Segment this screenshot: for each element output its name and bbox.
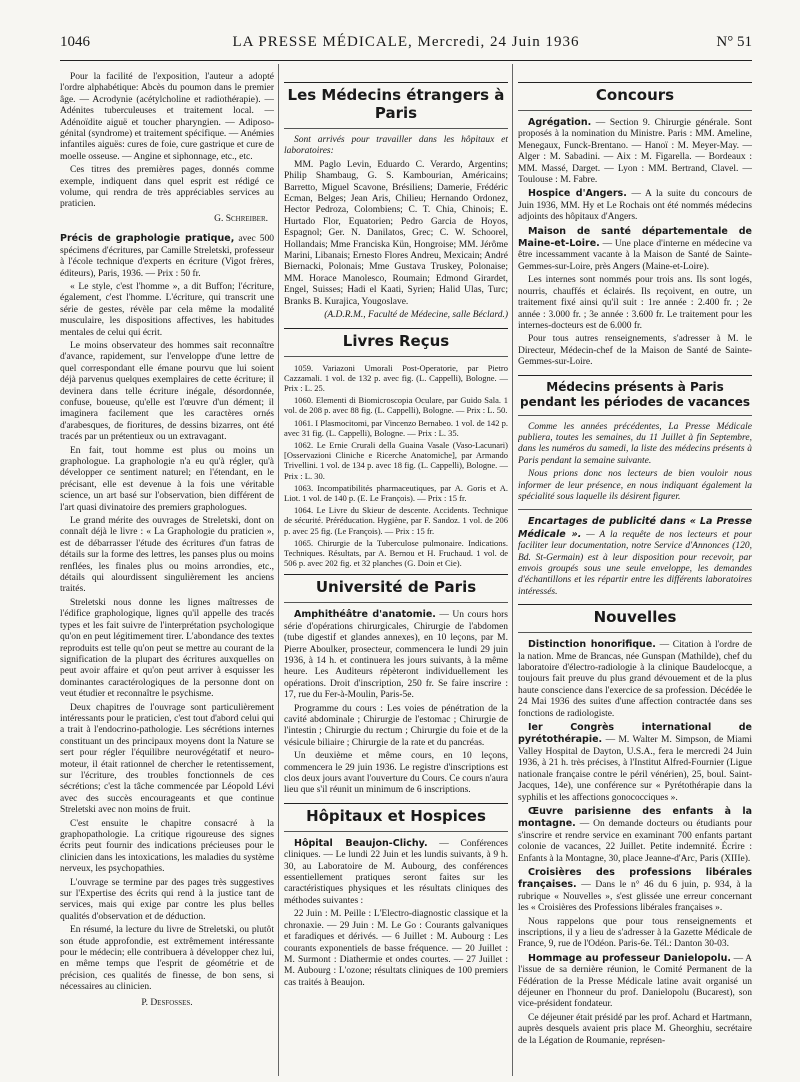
paragraph: Le grand mérite des ouvrages de Streletski, dont on connaît déjà le livre : « La Graphologie du praticien », est de débarrasser l'étude des écritures d'un fatras de détails sur la forme des lettres, les panses plus ou moins renflées, les finales plus ou moins arrondies, etc., détails qui alourdissent singulièrement les anciens traités.	[60, 516, 274, 595]
signature: P. Desfosses.	[141, 997, 193, 1008]
section-title: Université de Paris	[284, 574, 508, 603]
paragraph: Nous rappelons que pour tous renseignements et inscriptions, il y a lieu de s'adresser à la Gazette Médicale de France, 9, rue de l'Odéon. Paris-6e. Tél.: Danton 30-03.	[518, 916, 752, 950]
column-divider	[512, 64, 513, 1076]
section-title: Hôpitaux et Hospices	[284, 803, 508, 832]
intro-paragraph: Pour la facilité de l'exposition, l'auteur a adopté l'ordre alphabétique: Abcès du poumon dans le premier âge. — Acrodynie (acétylcholine et radiothérapie). — Adénites tuberculeuses et traitement local. — Adénoïdite aiguë et toucher pharyngien. — Adiposo-génital (syndrome) et traitement spécifique. — Anémies infantiles aiguës: cures de foie, cure gastrique et cure de moelle osseuse. — Angine et siphonnage, etc., etc.	[60, 72, 274, 162]
journal-title: LA PRESSE MÉDICALE, Mercredi, 24 Juin 1936	[232, 34, 580, 50]
paragraph: En fait, tout homme est plus ou moins un graphologue. La graphologie n'a eu qu'à régler, qu'à développer ce sentiment naturel; en l'étendant, en le précisant, elle est devenue à la fois une véritable science, un art basé sur l'observation, bien différent de l'art quasi divinatoire des premiers graphologues.	[60, 445, 274, 513]
paragraph: Pour tous autres renseignements, s'adresser à M. le Directeur, Médecin-chef de la Maison de Santé de Sainte-Gemmes-sur-Loire.	[518, 334, 752, 368]
item-text: — Citation à l'ordre de la nation. Mme de Brancas, née Gunspan (Mathilde), chef du laboratoire d'électro-radiologie à la clinique Baudelocque, a toujours fait preuve du plus grand dévouement et de la plus haute conscience dans l'exercice de sa profession. Décédée le 24 Mai 1936 des suites d'une affection contractée dans ses fonctions de radiologiste.	[518, 640, 752, 719]
item-heading: Agrégation.	[528, 117, 592, 128]
section-title: Médecins présents à Paris pendant les périodes de vacances	[518, 375, 752, 416]
book-entry: 1064. Le Livre du Skieur de descente. Accidents. Technique de sécurité. Préréducation. Hygiène, par F. Sandoz. 1 vol. de 206 p. avec 25 fig. (Le François). — Prix : 15 fr.	[284, 505, 508, 536]
paragraph: L'ouvrage se termine par des pages très suggestives sur l'Expertise des écrits qui rend à la justice tant de services, mais qui exige par contre les plus belles qualités d'observation et de déduction.	[60, 877, 274, 922]
section-title: Livres Reçus	[284, 328, 508, 357]
paragraph: Streletski nous donne les lignes maîtresses de l'édifice graphologique, lignes qu'il appelle des tracés types et les fait suivre de l'interprétation psychologique qu'on en peut légitimement tirer. L'abondance des textes reproduits est telle qu'on peut se mettre au courant de la signification de la plupart des écritures auxquelles on peut avoir affaire et qu'on peut arriver à esquisser les dominantes caractérologiques de la personne dont on veut étudier et reconnaître le psychisme.	[60, 597, 274, 700]
paragraph: 22 Juin : M. Peille : L'Electro-diagnostic classique et la chronaxie. — 29 Juin : M. Le Go : Courants galvaniques et faradiques et dérivés. — 6 Juillet : M. Aubourg : Les courants exponentiels de basse fréquence. — 20 Juillet : M. Surmont : Diathermie et ondes courtes. — 27 Juillet : M. Aubourg : L'ozone; résultats cliniques de 100 premiers cas traités à Beaujon.	[284, 909, 508, 988]
paragraph: Programme du cours : Les voies de pénétration de la cavité abdominale ; Chirurgie de l'estomac ; Chirurgie de l'intestin ; Chirurgie du rectum ; Chirurgie du foie et de la vésicule biliaire ; Chirurgie de la rate et du pancréas.	[284, 703, 508, 748]
item-heading: Hôpital Beaujon-Clichy.	[294, 837, 428, 849]
book-entry: 1062. Le Ernie Crurali della Guaina Vasale (Vaso-Lacunari) [Osservazioni Cliniche e Ricerche Anatomiche], par Armando Trivellini. 1 vol. de 134 p. avec 18 fig. (L. Cappelli), Bologne. — Prix : L. 30.	[284, 439, 508, 481]
column-right	[518, 72, 752, 1078]
column-middle	[284, 72, 508, 1078]
section-title: Concours	[518, 82, 752, 111]
paragraph: Ces titres des premières pages, donnés comme exemple, indiquent dans quel esprit est rédigé ce volume, qui rendra de très appréciables services au praticien.	[60, 165, 274, 210]
paragraph: Sont arrivés pour travailler dans les hôpitaux et laboratoires:	[284, 135, 508, 157]
paragraph: Le moins observateur des hommes sait reconnaître d'avance, rapidement, sur l'enveloppe d'une lettre de quel correspondant elle émane pourvu que lui soient déjà parvenus quelques exemplaires de cette écriture; il devinera dans telle écriture inégale, désordonnée, confuse, boueuse, qu'elle est l'œuvre d'un dément; il imaginera facilement que les caractères ornés d'arabesques, de fioritures, de dessins bizarres, ont été tracés par un prétentieux ou un extravagant.	[60, 340, 274, 443]
item-text: — Une place d'interne en médecine va être incessamment vacante à la Maison de Santé de Sainte-Gemmes-sur-Loire, près Angers (Maine-et-Loire).	[518, 239, 752, 272]
item-text: — Conférences cliniques. — Le lundi 22 Juin et les lundis suivants, à 9 h. 30, au Laboratoire de M. Aubourg, des conférences essentiellement pratiques seront faites sur les caractéristiques physiques et les résultats cliniques des méthodes suivantes :	[284, 838, 508, 906]
paragraph: MM. Paglo Levin, Eduardo C. Verardo, Argentins; Philip Shambaug, G. S. Kambourian, Américains; Barretto, Miguel Scavone, Brésiliens; Damerie, Frédéric Ecman, Belges; Jean Aris, Chilieu; Hernando Ordonez, Hector Pedroza, Colombiens; C. T. Chia, Chinois; E. Hurtado Flor, Equatorien; Pedro Garcia de Hoyos, Espagnol; Ger. N. Danilatos, Grec; C. W. Schoorel, Hollandais; Mme Franciska Kün, Hongroise; MM. Jérôme Marini, Libanais; Ernesto Flores Andreu, Mexicain; André Biernacki, Polonais; Mme Gustava Truskey, Polonaise; MM. Horace Manolesco, Roumain; Edmond Girardet, Engel, Suisses; Hadi el Kaati, Syrien; Halid Ulas, Turc; Branks B. Kurajica, Yougoslave.	[284, 159, 508, 307]
item-text: — Section 9. Chirurgie générale. Sont proposés à la nomination du Ministre. Paris : MM. Ameline, Menegaux, Funck-Brentano. — Hanoï : M. Meyer-May. — Alger : M. Sabadini. — Aix : M. Figarella. — Bordeaux : MM. Massé, Darget. — Lyon : MM. Bertrand, Clavel. — Toulouse : M. Fabre.	[518, 118, 752, 186]
paragraph: Nous prions donc nos lecteurs de bien vouloir nous informer de leur présence, en nous indiquant également la spécialité sous laquelle ils désirent figurer.	[518, 469, 752, 502]
paragraph: C'est ensuite le chapitre consacré à la graphopathologie. La critique rigoureuse des signes écrits peut fournir des indications précieuses pour le clinicien dans les intoxications, les maladies du système nerveux, les psychopathies.	[60, 818, 274, 875]
paragraph: Un deuxième et même cours, en 10 leçons, commencera le 29 juin 1936. Le registre d'inscriptions est clos deux jours avant l'ouverture du Cours. Ce cours n'aura lieu que s'il réunit un minimum de 6 inscriptions.	[284, 751, 508, 796]
section-title: Nouvelles	[518, 604, 752, 633]
review-reference: avec 500 spécimens d'écritures, par Camille Streletski, professeur à l'école technique d'experts en écriture (Vigot frères, éditeurs), Paris, 1936. — Prix : 50 fr.	[60, 234, 274, 279]
item-text: — A la requête de nos lecteurs et pour faciliter leur documentation, notre Service d'Annonces (120, Bd. St-Germain) est à leur disposition pour recevoir, par envois groupés sous une seule enveloppe, les demandes d'échantillons et les répartir entre les différents laboratoires intéressés.	[518, 529, 752, 597]
item-heading: Hospice d'Angers.	[528, 188, 627, 200]
item-heading: Croisières des professions libérales françaises.	[518, 866, 752, 891]
page-header	[60, 34, 752, 56]
item-heading: Amphithéâtre d'anatomie.	[294, 609, 436, 621]
paragraph: En résumé, la lecture du livre de Streletski, ou plutôt son étude approfondie, est extrêmement intéressante pour le médecin; elle contribuera à développer chez lui, en même temps que l'esprit de géométrie et de précision, ces qualités de finesse, de bon sens, si nécessaires au clinicien.	[60, 925, 274, 993]
item-heading: Ier Congrès international de pyrétothérapie.	[518, 722, 752, 746]
item-text: — M. Walter M. Simpson, de Miami Valley Hospital de Dayton, U.S.A., fera le mercredi 24 Juin 1936, à 21 h. très précises, à l'Institut Alfred-Fournier (Ligue nationale française contre le péril vénérien), 25, boul. Saint-Jacques, 14e), une conférence sur « Pyrétothérapie dans la syphilis et les affections gonococciques ».	[518, 735, 752, 803]
item-text: — A la suite du concours de Juin 1936, MM. Hy et Le Rochais ont été nommés médecins adjoints des hôpitaux d'Angers.	[518, 189, 752, 223]
paragraph: Deux chapitres de l'ouvrage sont particulièrement intéressants pour le praticien, c'est tout d'abord celui qui a trait à l'endocrino-pathologie. Les sécrétions internes constituant un des principaux moyens dont la Nature se sert pour régler l'équilibre neurovégétatif et neuro-moteur, il était rationnel de chercher le retentissement, sur l'écriture, des troubles fonctionnels de ces sécrétions; c'est la tâche commencée par Léopold Lévi avec des succès encourageants et que continue Streletski avec non moins de fruit.	[60, 702, 274, 816]
paragraph: Les internes sont nommés pour trois ans. Ils sont logés, nourris, chauffés et éclairés. Ils reçoivent, en outre, un traitement fixé ainsi qu'il suit : 1re année : 2.400 fr. ; 2e année : 3.000 fr. ; 3e année : 3.600 fr. Le traitement pour les internes-docteurs est de 6.000 fr.	[518, 275, 752, 331]
item-heading: Œuvre parisienne des enfants à la montagne.	[518, 805, 752, 830]
item-heading: Distinction honorifique.	[528, 639, 656, 651]
column-left	[60, 72, 274, 1078]
header-rule	[60, 60, 752, 61]
book-entry: 1065. Chirurgie de la Tuberculose pulmonaire. Indications. Techniques. Résultats, par A. Bernou et H. Fruchaud. 1 vol. de 506 p. avec 202 fig. et 32 planches (G. Doin et Cie).	[284, 537, 508, 569]
item-text: — Un cours hors série d'opérations chirurgicales, Chirurgie de l'abdomen (tube digestif et glandes annexes), en 10 leçons, par M. Pierre Aboulker, prosecteur, commencera le lundi 29 juin 1936, à 14 h. et continuera les jours suivants, à la même heure. Les Auditeurs répèteront individuellement les opérations. Droit d'inscription, 250 fr. Se faire inscrire : 17, rue du Fer-à-Moulin, Paris-5e.	[284, 610, 508, 701]
book-entry: 1060. Elementi di Biomicroscopia Oculare, par Guido Sala. 1 vol. de 208 p. avec 88 fig. (L. Cappelli), Bologne. — Prix : L. 50.	[284, 395, 508, 416]
books-list	[284, 363, 508, 569]
column-divider	[278, 64, 279, 1076]
signature: (A.D.R.M., Faculté de Médecine, salle Béclard.)	[324, 310, 508, 321]
page-number: 1046	[60, 34, 90, 50]
item-heading: Maison de santé départementale de Maine-et-Loire.	[518, 225, 752, 250]
book-entry: 1063. Incompatibilités pharmaceutiques, par A. Goris et A. Liot. 1 vol. de 140 p. (E. Le François). — Prix : 15 fr.	[284, 482, 508, 503]
review-body	[60, 282, 274, 994]
item-heading: Hommage au professeur Danielopolu.	[528, 952, 731, 964]
item-text: — Dans le n° 46 du 6 juin, p. 934, à la rubrique « Nouvelles », s'est glissée une erreur concernant les « Croisières des Professions libérales françaises ».	[518, 880, 752, 914]
item-heading: Encartages de publicité dans « La Presse Médicale ».	[518, 516, 752, 540]
review-title: Précis de graphologie pratique,	[60, 233, 235, 245]
paragraph: Comme les années précédentes, La Presse Médicale publiera, toutes les semaines, du 11 Juillet à fin Septembre, dans les numéros du samedi, la liste des médecins présents à Paris pendant la semaine suivante.	[518, 421, 752, 466]
item-text: — A l'issue de sa dernière réunion, le Comité Permanent de la Fédération de la Presse Médicale latine avait organisé un déjeuner en l'honneur du prof. Danielopolu (Bucarest), son vice-président fondateur.	[518, 953, 752, 1010]
signature: G. Schreiber.	[214, 213, 268, 224]
section-title: Les Médecins étrangers à Paris	[284, 82, 508, 129]
item-text: — On demande docteurs ou étudiants pour s'inscrire et rendre service en examinant 700 enfants partant colonie de vacances, 22 Juillet. Petite indemnité. Écrire : Enfants à la Montagne, 30, place Jeanne-d'Arc, Paris (XIIIe).	[518, 819, 752, 864]
paragraph: « Le style, c'est l'homme », a dit Buffon; l'écriture, également, c'est l'homme. L'écriture, qui transcrit une série de gestes, révèle par cela même la modalité musculaire, les dispositions affectives, les habitudes mentales de celui qui écrit.	[60, 281, 274, 338]
issue-number: N° 51	[716, 34, 752, 50]
paragraph: Ce déjeuner était présidé par les prof. Achard et Hartmann, auprès desquels avaient pris place M. Gheorghiu, secrétaire de la Légation de Roumanie, représen-	[518, 1012, 752, 1046]
book-entry: 1061. I Plasmocitomi, par Vincenzo Bernabeo. 1 vol. de 142 p. avec 31 fig. (L. Cappelli), Bologne. — Prix : L. 35.	[284, 417, 508, 438]
book-entry: 1059. Variazoni Umorali Post-Operatorie, par Pietro Cazzamali. 1 vol. de 132 p. avec fig. (L. Cappelli), Bologne. — Prix : L. 25.	[284, 362, 508, 393]
